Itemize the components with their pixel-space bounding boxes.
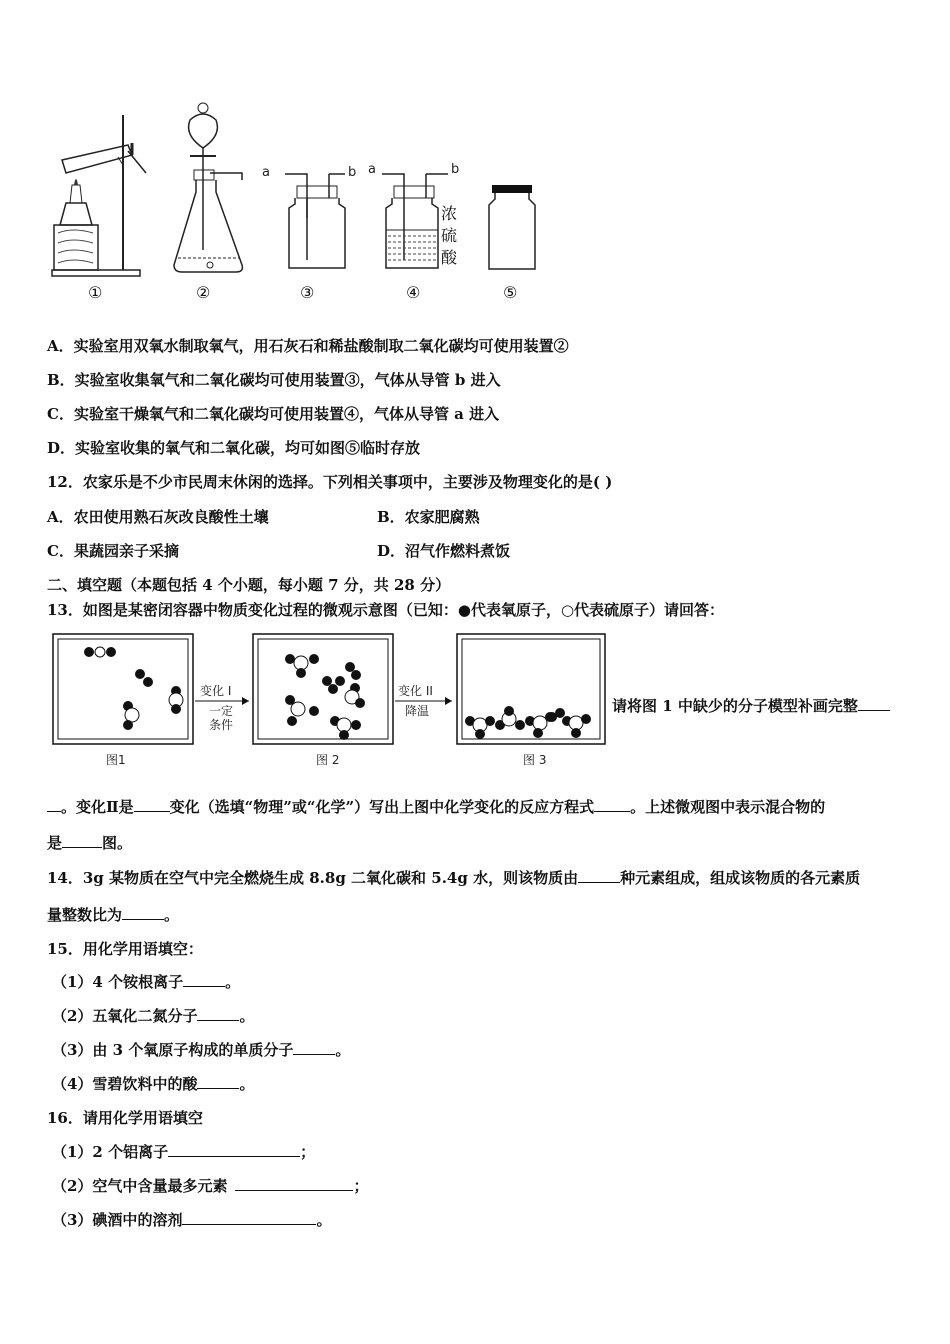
apparatus-4-tube-b: b (451, 162, 460, 177)
apparatus-label-5: ⑤ (503, 283, 518, 302)
apparatus-label-3: ③ (300, 283, 315, 302)
q13-line3 (47, 833, 132, 853)
q15-item-1-text: （1）4 个铵根离子 (52, 973, 184, 991)
q16-item-3 (52, 1210, 331, 1230)
change1-label-line2: 一定 (209, 704, 234, 718)
acid-char-1: 浓 (441, 204, 458, 223)
q14-line2-b: 。 (164, 906, 180, 924)
q11-option-a: A．实验室用双氧水制取氧气，用石灰石和稀盐酸制取二氧化碳均可使用装置② (47, 337, 569, 355)
q13-prompt-text: 请将图 1 中缺少的分子模型补画完整 (612, 697, 858, 715)
q15-item-4-text: （4）雪碧饮料中的酸 (52, 1075, 198, 1093)
q16-stem: 16．请用化学用语填空 (47, 1109, 203, 1127)
q15-item-3 (52, 1040, 350, 1060)
q13-answer-blank-4[interactable] (62, 833, 102, 848)
q13-stem: 13．如图是某密闭容器中物质变化过程的微观示意图（已知：●代表氧原子，○代表硫原子）请回答： (47, 601, 725, 619)
q16-item-1-text: （1）2 个铝离子 (52, 1143, 169, 1161)
change2-label-line1: 变化 II (398, 684, 433, 698)
q16-item-2-end: ； (353, 1177, 369, 1195)
q16-item-3-end: 。 (316, 1211, 332, 1229)
q14-answer-blank-2[interactable] (122, 905, 164, 920)
acid-label (441, 203, 459, 269)
section-heading: 二、填空题（本题包括 4 个小题，每小题 7 分，共 28 分） (47, 576, 451, 594)
q13-answer-blank-1b[interactable] (47, 797, 61, 812)
apparatus-3-gas-bottle (285, 168, 365, 278)
q15-item-3-text: （3）由 3 个氧原子构成的单质分子 (52, 1041, 294, 1059)
apparatus-label-2: ② (196, 283, 211, 302)
q15-item-2 (52, 1006, 254, 1026)
q15-answer-blank-4[interactable] (197, 1074, 239, 1089)
q14-line1 (47, 868, 860, 888)
apparatus-5-storage-bottle (487, 185, 547, 275)
q13-line2-a: 。变化Ⅱ是 (61, 798, 134, 816)
q16-item-3-text: （3）碘酒中的溶剂 (52, 1211, 183, 1229)
q15-answer-blank-1[interactable] (183, 972, 225, 987)
q12-stem: 12．农家乐是不少市民周末休闲的选择。下列相关事项中，主要涉及物理变化的是( ) (47, 473, 613, 491)
q12-option-c: C．果蔬园亲子采摘 (47, 542, 179, 560)
q13-prompt (612, 696, 890, 716)
q14-answer-blank-1[interactable] (578, 868, 620, 883)
q16-answer-blank-1[interactable] (168, 1142, 300, 1157)
fig2-caption: 图 2 (316, 753, 340, 767)
q16-item-1-end: ； (300, 1143, 316, 1161)
q13-answer-blank-2[interactable] (134, 797, 170, 812)
q14-line2-a: 量整数比为 (47, 906, 123, 924)
q14-line2 (47, 905, 179, 925)
q12-option-b: B．农家肥腐熟 (377, 508, 480, 526)
q15-item-1-end: 。 (225, 973, 241, 991)
q15-answer-blank-3[interactable] (293, 1040, 335, 1055)
q12-option-d: D．沼气作燃料煮饭 (377, 542, 511, 560)
apparatus-label-4: ④ (406, 283, 421, 302)
q12-option-a: A．农田使用熟石灰改良酸性土壤 (47, 508, 269, 526)
change1-label-line1: 变化 I (200, 684, 232, 698)
change1-label-line3: 条件 (209, 718, 234, 732)
q15-item-3-end: 。 (335, 1041, 351, 1059)
q14-line1-b: 种元素组成，组成该物质的各元素质 (620, 869, 861, 887)
q11-option-b: B．实验室收集氧气和二氧化碳均可使用装置③，气体从导管 b 进入 (47, 371, 501, 389)
acid-char-3: 酸 (441, 248, 458, 267)
acid-char-2: 硫 (441, 226, 458, 245)
q15-stem: 15．用化学用语填空： (47, 940, 203, 958)
q15-item-4 (52, 1074, 254, 1094)
q15-answer-blank-2[interactable] (197, 1006, 239, 1021)
q16-item-2 (52, 1176, 368, 1196)
apparatus-3-tube-b: b (348, 165, 357, 180)
q14-line1-a: 14．3g 某物质在空气中完全燃烧生成 8.8g 二氧化碳和 5.4g 水，则该物质由 (47, 869, 579, 887)
apparatus-4-tube-a: a (368, 162, 376, 177)
q16-item-2-text: （2）空气中含量最多元素 (52, 1177, 228, 1195)
q15-item-2-end: 。 (239, 1007, 255, 1025)
q13-answer-blank-3[interactable] (594, 797, 630, 812)
fig3-caption: 图 3 (523, 753, 547, 767)
q13-line2-b: 变化（选填“物理”或“化学”）写出上图中化学变化的反应方程式 (169, 798, 595, 816)
change2-label-line2: 降温 (405, 704, 430, 718)
apparatus-1-heating-setup (48, 115, 148, 285)
q15-item-1 (52, 972, 240, 992)
q11-option-c: C．实验室干燥氧气和二氧化碳均可使用装置④，气体从导管 a 进入 (47, 405, 500, 423)
q13-answer-blank-1a[interactable] (858, 696, 890, 711)
q15-item-4-end: 。 (239, 1075, 255, 1093)
q16-answer-blank-2[interactable] (235, 1176, 353, 1191)
fig1-caption: 图1 (106, 753, 126, 767)
molecule-diagram (52, 633, 612, 753)
q16-item-1 (52, 1142, 315, 1162)
apparatus-2-flask (170, 100, 260, 280)
q13-line2 (47, 797, 825, 817)
q13-line3-a: 是 (47, 834, 63, 852)
q16-answer-blank-3[interactable] (182, 1210, 316, 1225)
q11-option-d: D．实验室收集的氧气和二氧化碳，均可如图⑤临时存放 (47, 439, 421, 457)
apparatus-label-1: ① (88, 283, 103, 302)
q13-line3-b: 图。 (102, 834, 133, 852)
q13-line2-c: 。上述微观图中表示混合物的 (630, 798, 826, 816)
q15-item-2-text: （2）五氧化二氮分子 (52, 1007, 198, 1025)
apparatus-3-tube-a: a (262, 165, 270, 180)
